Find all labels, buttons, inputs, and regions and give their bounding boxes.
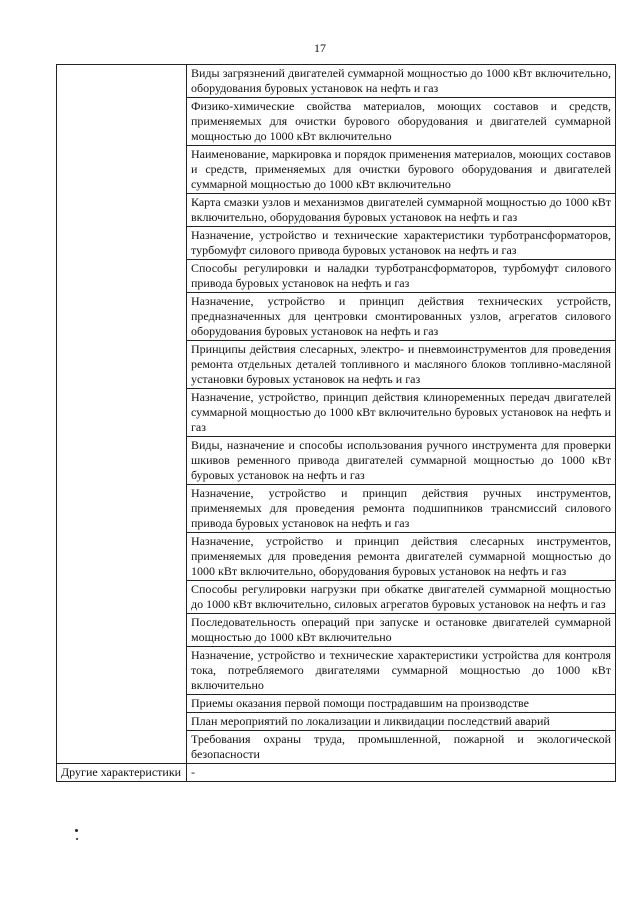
table-row: [57, 65, 616, 98]
knowledge-item: Назначение, устройство и принцип действия технических устройств, предназначенных для центровки смонтированных узлов, агрегатов силового оборудования буровых установок на нефть и газ: [187, 293, 616, 341]
knowledge-item: Способы регулировки и наладки турботрансформаторов, турбомуфт силового привода буровых установок на нефть и газ: [187, 260, 616, 293]
knowledge-item: Назначение, устройство и технические характеристики турботрансформаторов, турбомуфт силового привода буровых установок на нефть и газ: [187, 227, 616, 260]
page-number: 17: [314, 41, 326, 55]
knowledge-item: Виды загрязнений двигателей суммарной мощностью до 1000 кВт включительно, оборудования буровых установок на нефть и газ: [187, 65, 616, 98]
knowledge-item: План мероприятий по локализации и ликвидации последствий аварий: [187, 713, 616, 731]
knowledge-item: Виды, назначение и способы использования ручного инструмента для проверки шкивов ременного привода двигателей суммарной мощностью до 1000 кВт буровых установок на нефть и газ: [187, 437, 616, 485]
requirements-table: [56, 64, 616, 782]
knowledge-item: Требования охраны труда, промышленной, пожарной и экологической безопасности: [187, 731, 616, 764]
knowledge-item: Назначение, устройство и принцип действия ручных инструментов, применяемых для проведения ремонта подшипников трансмиссий силового привода буровых установок на нефть и газ: [187, 485, 616, 533]
knowledge-item: Назначение, устройство, принцип действия клиноременных передач двигателей суммарной мощностью до 1000 кВт включительно буровых установок на нефть и газ: [187, 389, 616, 437]
other-characteristics-value: -: [187, 764, 616, 782]
stray-mark: [76, 838, 78, 840]
table-row-other: [57, 764, 616, 782]
stray-mark: [75, 829, 78, 832]
label-cell-empty: [57, 65, 187, 764]
knowledge-item: Назначение, устройство и принцип действия слесарных инструментов, применяемых для проведения ремонта двигателей суммарной мощностью до 1000 кВт включительно, оборудования буровых установок на нефть и газ: [187, 533, 616, 581]
knowledge-item: Приемы оказания первой помощи пострадавшим на производстве: [187, 695, 616, 713]
knowledge-item: Карта смазки узлов и механизмов двигателей суммарной мощностью до 1000 кВт включительно, оборудования буровых установок на нефть и газ: [187, 194, 616, 227]
knowledge-item: Физико-химические свойства материалов, моющих составов и средств, применяемых для очистки бурового оборудования и двигателей суммарной мощностью до 1000 кВт включительно: [187, 98, 616, 146]
knowledge-item: Способы регулировки нагрузки при обкатке двигателей суммарной мощностью до 1000 кВт включительно, силовых агрегатов буровых установок на нефть и газ: [187, 581, 616, 614]
knowledge-item: Принципы действия слесарных, электро- и пневмоинструментов для проведения ремонта отдельных деталей топливного и масляного блоков топливно-масляной установки буровых установок на нефть и газ: [187, 341, 616, 389]
other-characteristics-label: Другие характеристики: [57, 764, 187, 782]
knowledge-item: Назначение, устройство и технические характеристики устройства для контроля тока, потребляемого двигателями суммарной мощностью до 1000 кВт включительно: [187, 647, 616, 695]
knowledge-item: Наименование, маркировка и порядок применения материалов, моющих составов и средств, применяемых для очистки бурового оборудования и двигателей суммарной мощностью до 1000 кВт включительно: [187, 146, 616, 194]
knowledge-item: Последовательность операций при запуске и остановке двигателей суммарной мощностью до 1000 кВт включительно: [187, 614, 616, 647]
